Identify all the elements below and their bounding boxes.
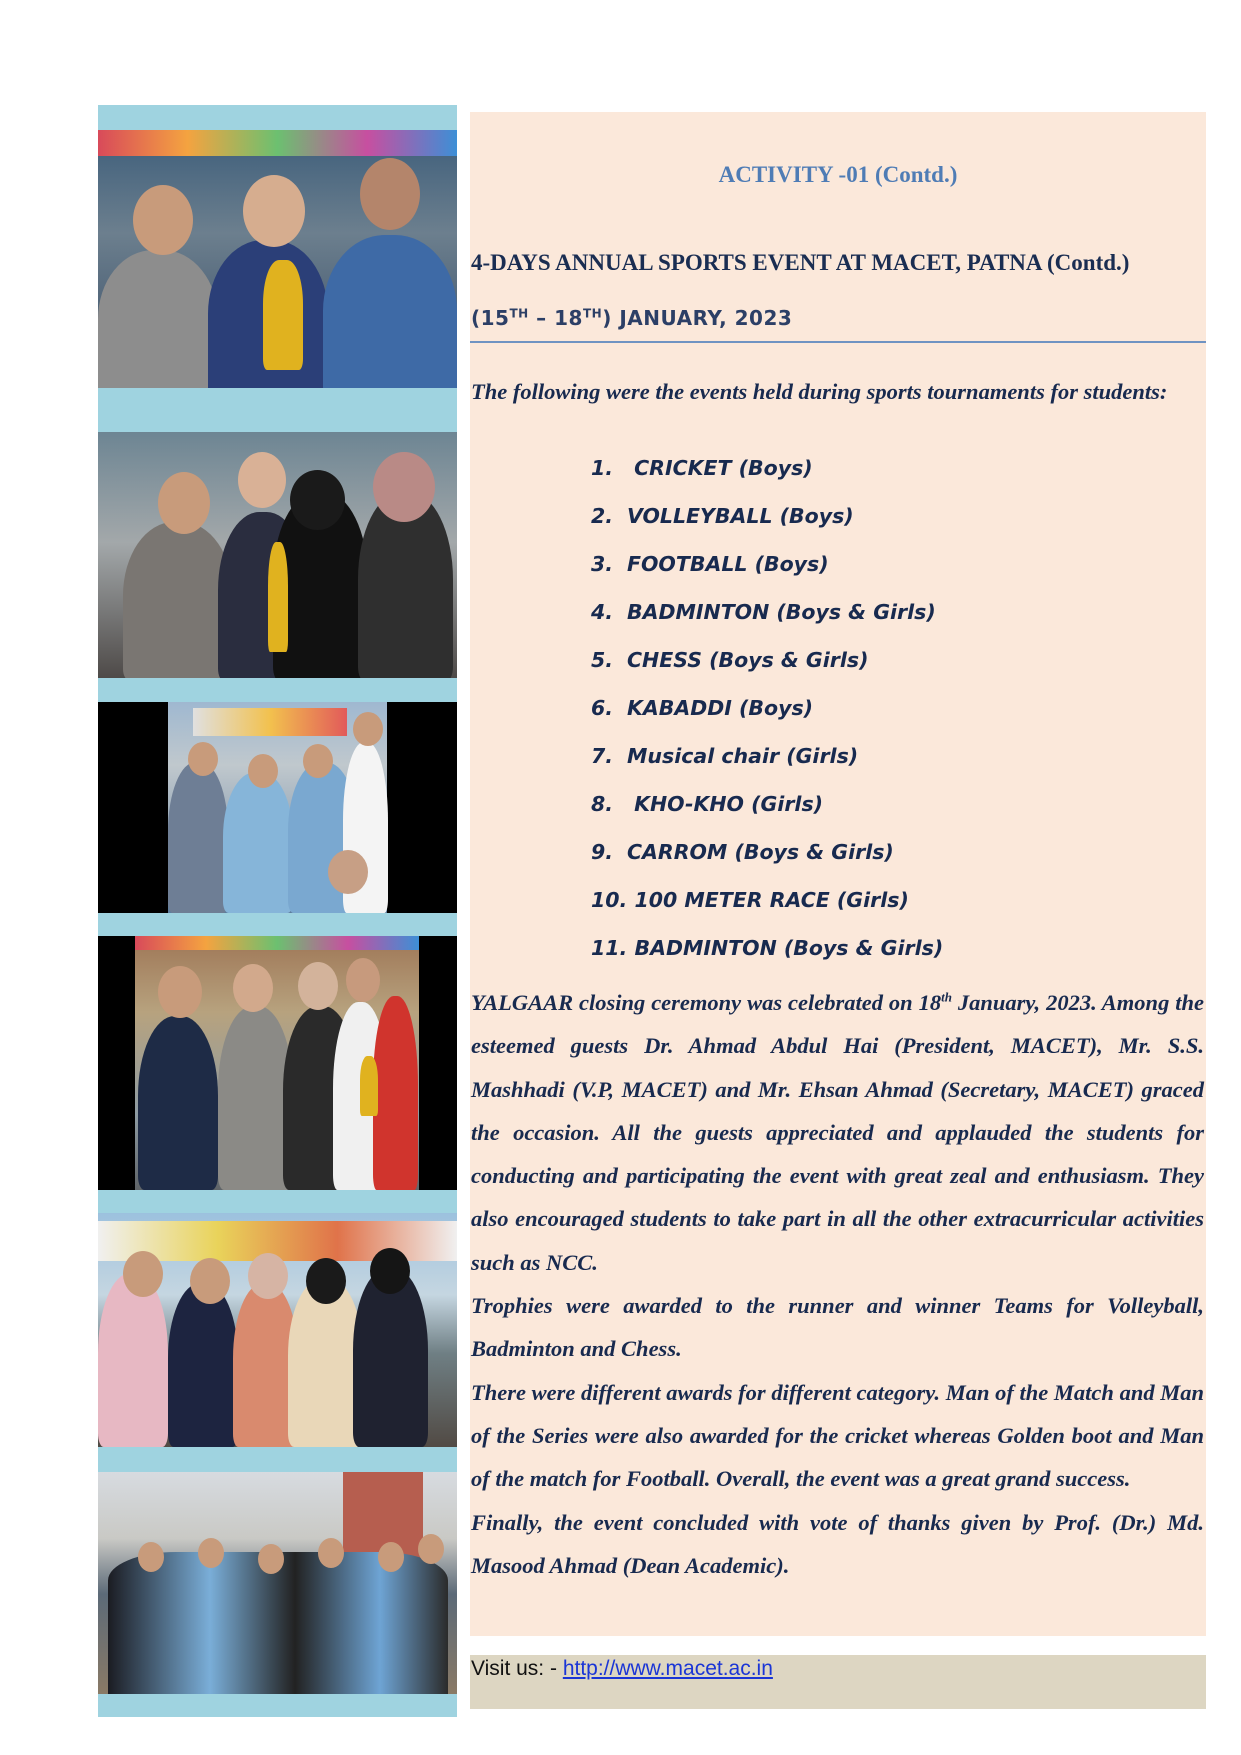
list-item: 5. CHESS (Boys & Girls) — [591, 648, 869, 672]
events-list — [591, 452, 943, 980]
trophies-paragraph: Trophies were awarded to the runner and winner Teams for Volleyball, Badminton and Chess. — [471, 1293, 1204, 1362]
events-intro: The following were the events held during sports tournaments for students: — [471, 379, 1168, 404]
photo-group-teams — [98, 1472, 457, 1694]
event-date: (15TH – 18TH) JANUARY, 2023 — [471, 306, 793, 330]
title-divider — [470, 341, 1206, 343]
photo-trophy-presentation-1 — [98, 130, 457, 388]
photo-trophy-presentation-2 — [98, 432, 457, 678]
footer-visit-us: Visit us: - http://www.macet.ac.in — [471, 1657, 773, 1680]
list-item: 7. Musical chair (Girls) — [591, 744, 859, 768]
list-item: 11. BADMINTON (Boys & Girls) — [591, 936, 944, 960]
list-item: 9. CARROM (Boys & Girls) — [591, 840, 894, 864]
event-title: 4-DAYS ANNUAL SPORTS EVENT AT MACET, PATNA (Contd.) — [471, 250, 1130, 275]
website-link[interactable]: http://www.macet.ac.in — [562, 1657, 773, 1680]
list-item: 6. KABADDI (Boys) — [591, 696, 814, 720]
list-item: 4. BADMINTON (Boys & Girls) — [591, 600, 936, 624]
list-item: 8. KHO-KHO (Girls) — [591, 792, 824, 816]
vote-of-thanks-paragraph: Finally, the event concluded with vote of thanks given by Prof. (Dr.) Md. Masood Ahmad (Dean Academic). — [471, 1509, 1204, 1578]
photo-team-with-trophy — [98, 702, 457, 913]
closing-ceremony-paragraph: YALGAAR closing ceremony was celebrated on 18th January, 2023. Among the esteemed guests Dr. Ahmad Abdul Hai (President, MACET), Mr. S.S. Mashhadi (V.P, MACET) and Mr. Ehsan Ahmad (Secretary, MACET) graced the occasion. All the guests appreciated and applauded the students for conducting and participating the event with great zeal and enthusiasm. They also encouraged students to take part in all the other extracurricular activities such as NCC. — [471, 989, 1204, 1275]
activity-title: ACTIVITY -01 (Contd.) — [718, 162, 958, 187]
list-item: 3. FOOTBALL (Boys) — [591, 552, 829, 576]
list-item: 2. VOLLEYBALL (Boys) — [591, 504, 854, 528]
list-item: 1. CRICKET (Boys) — [591, 456, 813, 480]
photo-girls-with-medals — [98, 1213, 457, 1447]
awards-paragraph: There were different awards for different category. Man of the Match and Man of the Series were also awarded for the cricket whereas Golden boot and Man of the match for Football. Overall, the event was a great grand success. — [471, 1379, 1204, 1492]
list-item: 10. 100 METER RACE (Girls) — [591, 888, 909, 912]
report-body — [471, 981, 1204, 1587]
photo-guests-applauding — [98, 936, 457, 1190]
